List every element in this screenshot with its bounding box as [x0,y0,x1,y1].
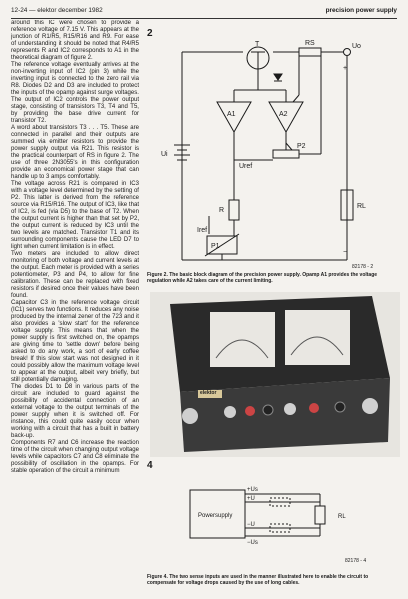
label-Iref: Iref [197,227,208,234]
label-RS: RS [305,40,315,47]
figure-2-number: 2 [147,28,153,39]
paragraph: The reference voltage eventually arrives at the non-inverting input of IC2 (pin 3) while the inverting input is connected to the zero rail via R8. Diodes D2 and D3 are included to protect the inputs of the opamp against surge voltages. The output of IC2 controls the power output stage, consisting of transistors T3, T4 and T5, by providing the base drive current for transistor T2. [11,62,139,124]
figure-4-number: 4 [147,460,153,471]
figure-code: 82178 - 2 [352,264,374,270]
label-plus-u: +U [247,496,255,502]
paragraph: Two meters are included to allow direct monitoring of both voltage and current levels at the output. Each meter is provided with a series potentiometer, P3 and P4, to allow for fine calibration. These can be replaced with fixed resistors if desired once their values have been found. [11,251,139,299]
header-article-title: precision power supply [325,7,397,14]
label-Uo: Uo [352,43,361,50]
label-powersupply: Powersupply [198,513,233,519]
label-RL: RL [357,203,366,210]
brand-label: elektor [200,390,217,396]
paragraph: Components R7 and C6 increase the reaction time of the circuit when changing output voltage levels while capacitors C7 and C8 eliminate the possibility of oscillation in the opamps. For stable operation of the circuit a minimum [11,440,139,474]
label-Ui: Ui [161,151,168,158]
paragraph: A word about transistors T3 . . . T5. These are connected in parallel and their outputs are summed via emitter resistors to provide the power supply output via R21. This resistor is the practical counterpart of RS in figure 2. The use of three 2N3055's in this configuration provide an economical power stage that can handle up to 3 amps comfortably. [11,125,139,180]
paragraph: The voltage across R21 is compared in IC3 with a voltage level determined by the setting of P2. This latter is derived from the reference source via R15/R16. The output of IC3, like that of IC2, is fed (via D5) to the base of T2. When the output current is higher than that set by P2, the output current is reduced by IC3 until the two levels are matched. Transistor T1 and its surrounding components cause the LED D7 to light when current limitation is in effect. [11,181,139,250]
label-T: T [255,41,260,48]
label-rl: RL [338,514,346,520]
page-header [11,4,397,19]
label-Uref: Uref [239,163,253,170]
body-text-column [11,20,139,595]
figure-4-code: 82178 - 4 [345,558,367,564]
power-supply-photo [150,292,400,457]
label-minus-us: −Us [247,540,258,546]
label-minus-u: −U [247,522,255,528]
label-plus-us: +Us [247,487,258,493]
figure-4-caption: Figure 4. The two sense inputs are used in the manner illustrated here to enable the circuit to compensate for voltage drops caused by the use of long cables. [147,574,369,586]
paragraph: around this IC were chosen to provide a reference voltage of 7.15 V. This appears at the junction of R1/R5, R15/R16 and R9. For ease of understanding it should be noted that R4/R5 represents R and IC2 corresponds to A1 in the theoretical diagram of figure 2. [11,20,139,61]
paragraph: The diodes D1 to D8 in various parts of the circuit are included to guard against the possibility of accidental connection of an external voltage to the output terminals of the power supply when it is switched off. For instance, this could quite easily occur when working with a circuit that has a built in battery back-up. [11,384,139,439]
label-plus: + [343,65,348,72]
figure-2-caption: Figure 2. The basic block diagram of the precision power supply. Opamp A1 provides the voltage regulation while A2 takes care of the current limiting. [147,272,378,284]
label-R: R [219,207,225,214]
label-A2: A2 [279,111,288,118]
header-issue: 12-24 — elektor december 1982 [11,7,103,14]
label-A1: A1 [227,111,236,118]
label-P1: P1 [211,243,220,250]
label-minus: − [343,249,348,256]
figure-2-block-diagram [147,40,397,270]
label-P2: P2 [297,143,306,150]
figure-4-wiring-diagram [150,470,400,570]
paragraph: Capacitor C3 in the reference voltage circuit (IC1) serves two functions. It reduces any noise produced by the internal zener of the 723 and it also provides a 'slow start' for the reference voltage supply. This means that when the power supply is first switched on, the opamps are giving time to 'settle down' before being asked to do any work, a sort of early coffee break! If this slow start was not designed in it could possibly allow the maximum voltage level to appear at the output, albeit very briefly, but still potentially damaging. [11,300,139,383]
